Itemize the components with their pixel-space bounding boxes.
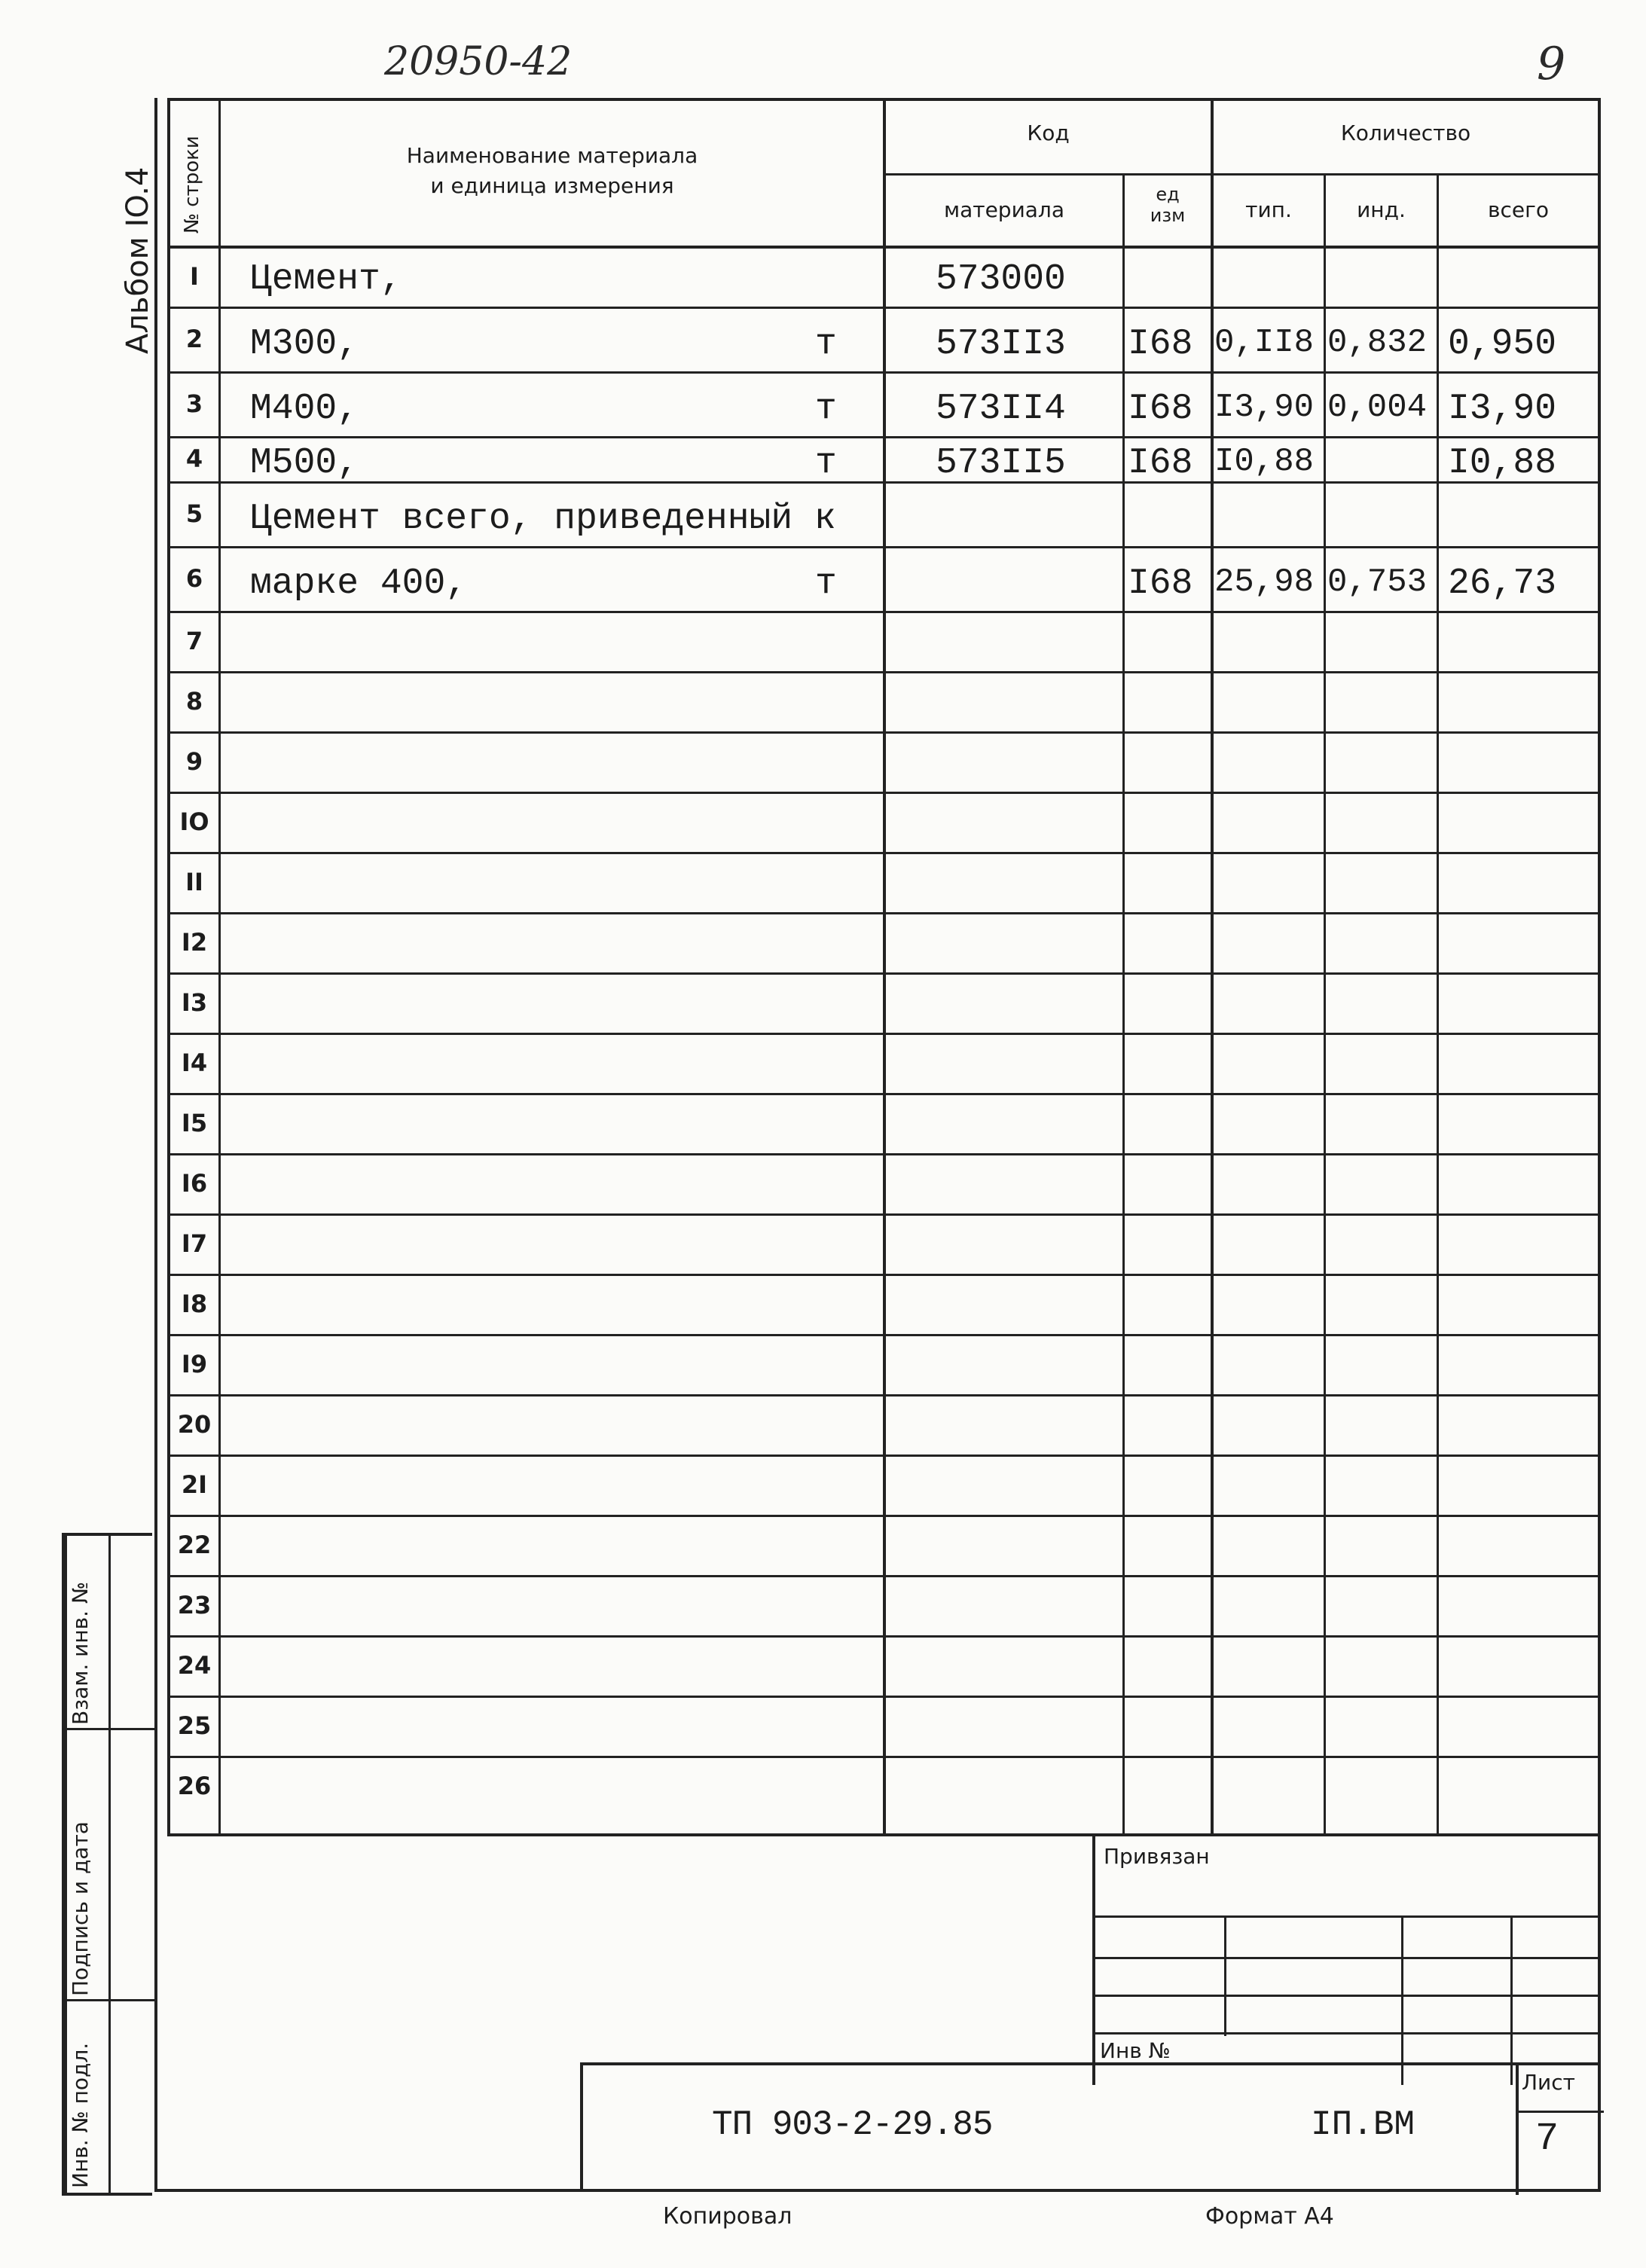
table-row: [167, 1155, 1601, 1216]
row-number: 8: [185, 687, 203, 716]
row-qty-typ: 0,II8: [1214, 324, 1315, 362]
row-unit: т: [815, 324, 837, 365]
row-number: I3: [181, 988, 208, 1017]
stamp-label-signature-date: Подпись и дата: [68, 1821, 93, 1996]
row-unit-code: I68: [1128, 389, 1193, 429]
row-number: I4: [181, 1049, 208, 1077]
header-qty-total: всего: [1488, 197, 1549, 222]
row-number: 5: [185, 499, 203, 528]
inv-no-label: Инв №: [1100, 2038, 1171, 2063]
row-qty-typ: 25,98: [1214, 563, 1315, 601]
header-code-material: материала: [943, 197, 1064, 222]
row-qty-ind: 0,832: [1327, 324, 1428, 362]
row-name: марке 400,: [250, 563, 468, 604]
table-row: [167, 309, 1601, 374]
table-row: [167, 673, 1601, 734]
table-row: [167, 1517, 1601, 1577]
row-number: 3: [185, 389, 203, 418]
row-number: I7: [181, 1229, 208, 1258]
table-row: [167, 1397, 1601, 1457]
table-row: [167, 1216, 1601, 1276]
row-number: II: [185, 868, 203, 896]
header-code: Код: [1027, 121, 1070, 145]
header-qty-typ: тип.: [1245, 197, 1292, 222]
table-row: [167, 484, 1601, 548]
row-name: Цемент всего, приведенный к: [250, 499, 836, 539]
table-row: [167, 1758, 1601, 1818]
table-row: [167, 914, 1601, 975]
row-number: 4: [185, 444, 203, 473]
table-row: [167, 734, 1601, 794]
row-unit-code: I68: [1128, 324, 1193, 365]
row-name: Цемент,: [250, 259, 402, 300]
stamp-label-inv-original: Инв. № подл.: [68, 2042, 93, 2188]
page-number: 9: [1537, 38, 1566, 90]
row-qty-total: I0,88: [1448, 443, 1557, 484]
row-number: 23: [177, 1591, 212, 1619]
table-row: [167, 1457, 1601, 1517]
row-qty-ind: 0,004: [1327, 389, 1428, 426]
row-unit-code: I68: [1128, 563, 1193, 604]
header-name-line1: Наименование материала: [406, 143, 698, 168]
row-code: 573II4: [936, 389, 1066, 429]
row-code: 573II3: [936, 324, 1066, 365]
table-row: [167, 1035, 1601, 1095]
row-qty-ind: 0,753: [1327, 563, 1428, 601]
row-number: 24: [177, 1651, 212, 1680]
row-number: 20: [177, 1410, 212, 1439]
row-number: 2I: [181, 1470, 208, 1499]
row-number: 9: [185, 747, 203, 776]
row-qty-typ: I0,88: [1214, 443, 1315, 481]
row-number: 2: [185, 325, 203, 353]
table-row: [167, 438, 1601, 484]
stamp-label-replace-inv: Взам. инв. №: [68, 1581, 93, 1725]
row-number: I9: [181, 1350, 208, 1378]
list-label: Лист: [1522, 2070, 1575, 2095]
row-qty-total: 26,73: [1448, 563, 1557, 604]
album-label: Альбом IO.4: [121, 166, 155, 354]
table-row: [167, 548, 1601, 613]
header-code-unit: ед изм: [1150, 184, 1186, 226]
row-number: I: [190, 262, 199, 291]
table-row: [167, 794, 1601, 854]
table-row: [167, 249, 1601, 309]
row-number: 26: [177, 1772, 212, 1800]
row-qty-total: 0,950: [1448, 324, 1557, 365]
row-number: I2: [181, 928, 208, 957]
row-number: IO: [179, 807, 209, 836]
row-number: 7: [185, 627, 203, 655]
document-number: 20950-42: [384, 39, 573, 84]
sheet-code: IП.ВМ: [1311, 2105, 1415, 2144]
row-name: М300,: [250, 324, 359, 365]
row-name: М400,: [250, 389, 359, 429]
table-row: [167, 1638, 1601, 1698]
format-label: Формат А4: [1205, 2203, 1334, 2230]
row-qty-typ: I3,90: [1214, 389, 1315, 426]
materials-table: [167, 98, 1601, 1836]
document-code: ТП 903-2-29.85: [712, 2105, 993, 2144]
row-qty-total: I3,90: [1448, 389, 1557, 429]
row-unit-code: I68: [1128, 443, 1193, 484]
table-row: [167, 854, 1601, 914]
header-rownum: № строки: [181, 136, 203, 234]
row-code: 573000: [936, 259, 1066, 300]
table-row: [167, 1276, 1601, 1336]
row-number: 25: [177, 1711, 212, 1740]
row-number: 22: [177, 1531, 212, 1559]
row-code: 573II5: [936, 443, 1066, 484]
table-row: [167, 1095, 1601, 1155]
table-row: [167, 613, 1601, 673]
row-unit: т: [815, 563, 837, 604]
privyazan-label: Привязан: [1104, 1844, 1210, 1869]
row-unit: т: [815, 389, 837, 429]
row-name: М500,: [250, 443, 359, 484]
header-quantity: Количество: [1340, 121, 1471, 145]
table-row: [167, 1336, 1601, 1397]
table-row: [167, 975, 1601, 1035]
row-number: I8: [181, 1290, 208, 1318]
header-name-line2: и единица измерения: [430, 173, 674, 198]
list-number: 7: [1535, 2117, 1559, 2161]
table-row: [167, 1577, 1601, 1638]
table-row: [167, 1698, 1601, 1758]
header-qty-ind: инд.: [1357, 197, 1406, 222]
table-row: [167, 374, 1601, 438]
row-number: I5: [181, 1109, 208, 1137]
table-body: [167, 249, 1601, 1833]
row-number: 6: [185, 564, 203, 593]
copied-label: Копировал: [663, 2203, 792, 2230]
row-unit: т: [815, 443, 837, 484]
row-number: I6: [181, 1169, 208, 1198]
